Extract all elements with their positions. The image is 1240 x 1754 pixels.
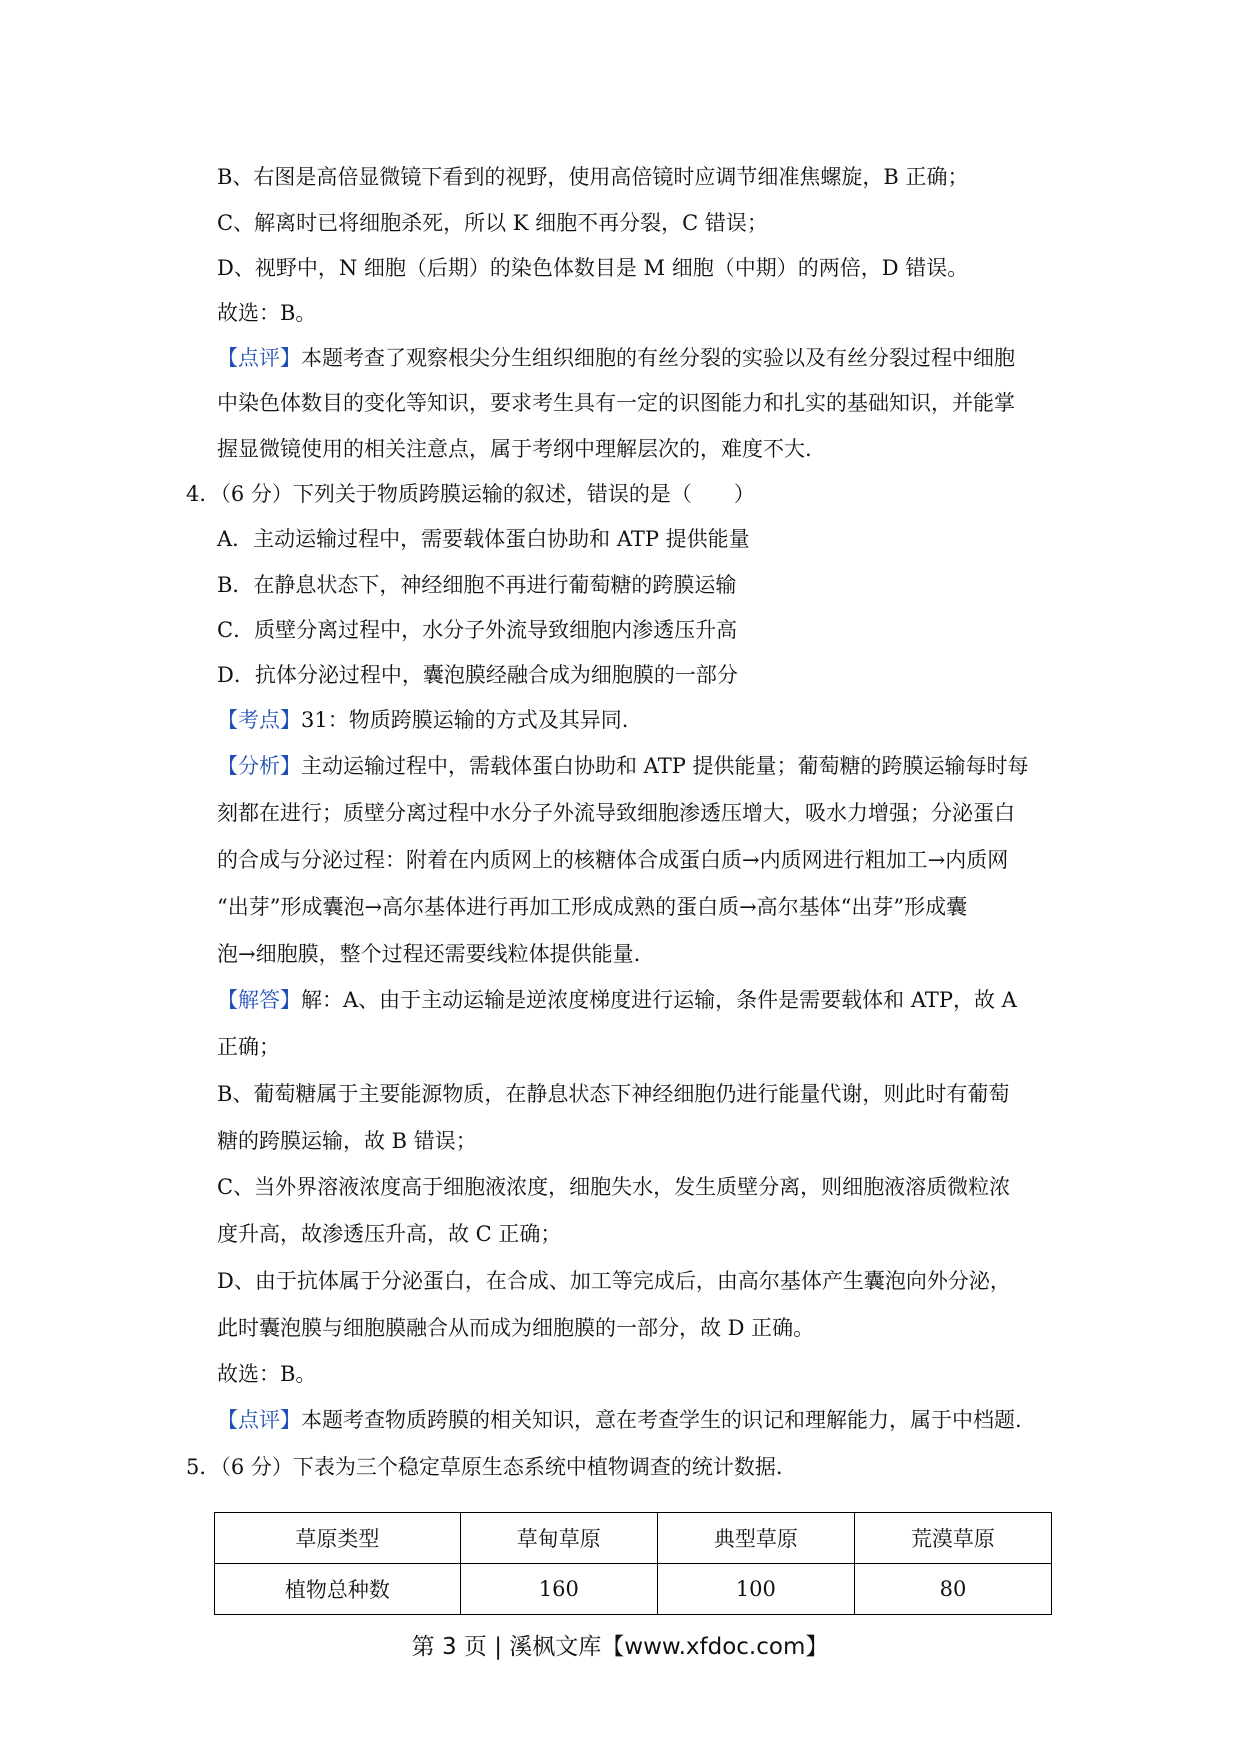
q4-comment-line	[217, 1405, 1067, 1435]
comment-line-1	[217, 343, 1067, 373]
solution-line-6: 度升高，故渗透压升高，故 C 正确；	[217, 1222, 562, 1246]
question-4-option-c: C．质壁分离过程中，水分子外流导致细胞内渗透压升高	[217, 618, 738, 642]
comment-line-3: 握显微镜使用的相关注意点，属于考纲中理解层次的，难度不大.	[217, 437, 812, 461]
analysis-line-2: 刻都在进行；质壁分离过程中水分子外流导致细胞渗透压增大，吸水力增强；分泌蛋白	[217, 801, 1015, 825]
analysis-tag: 【分析】	[217, 754, 301, 778]
answer-line-b: B、右图是高倍显微镜下看到的视野，使用高倍镜时应调节细准焦螺旋，B 正确；	[217, 165, 969, 189]
analysis-line-1	[217, 751, 1067, 781]
solution-line-3: B、葡萄糖属于主要能源物质，在静息状态下神经细胞仍进行能量代谢，则此时有葡萄	[217, 1082, 1010, 1106]
table-header-cell: 草甸草原	[460, 1513, 657, 1564]
kaodian-line	[217, 705, 1067, 735]
question-4-stem: 4．（6 分）下列关于物质跨膜运输的叙述，错误的是（ ）	[186, 482, 755, 506]
grassland-table	[214, 1512, 1052, 1615]
solution-line-1	[217, 985, 1067, 1015]
kaodian-tag: 【考点】	[217, 708, 301, 732]
table-header-cell: 典型草原	[657, 1513, 854, 1564]
table-cell: 植物总种数	[215, 1564, 461, 1615]
comment-text: 本题考查了观察根尖分生组织细胞的有丝分裂的实验以及有丝分裂过程中细胞	[301, 346, 1015, 370]
analysis-text: 主动运输过程中，需载体蛋白协助和 ATP 提供能量；葡萄糖的跨膜运输每时每	[301, 754, 1029, 778]
question-4-option-d: D．抗体分泌过程中，囊泡膜经融合成为细胞膜的一部分	[217, 663, 738, 687]
table-cell: 100	[657, 1564, 854, 1615]
question-4-option-a: A．主动运输过程中，需要载体蛋白协助和 ATP 提供能量	[217, 527, 750, 551]
answer-choice: 故选：B。	[217, 301, 317, 325]
solution-line-7: D、由于抗体属于分泌蛋白，在合成、加工等完成后，由高尔基体产生囊泡向外分泌，	[217, 1269, 1011, 1293]
analysis-line-3: 的合成与分泌过程：附着在内质网上的核糖体合成蛋白质→内质网进行粗加工→内质网	[217, 848, 1009, 872]
table-cell: 160	[460, 1564, 657, 1615]
solution-choice: 故选：B。	[217, 1362, 317, 1386]
question-5-stem: 5．（6 分）下表为三个稳定草原生态系统中植物调查的统计数据.	[186, 1455, 783, 1479]
table-header-cell: 草原类型	[215, 1513, 461, 1564]
table-cell: 80	[854, 1564, 1051, 1615]
solution-line-2: 正确；	[217, 1035, 280, 1059]
solution-text: 解：A、由于主动运输是逆浓度梯度进行运输，条件是需要载体和 ATP，故 A	[301, 988, 1017, 1012]
table-header-row	[215, 1513, 1052, 1564]
kaodian-text: 31：物质跨膜运输的方式及其异同.	[301, 708, 629, 732]
solution-line-8: 此时囊泡膜与细胞膜融合从而成为细胞膜的一部分，故 D 正确。	[217, 1316, 815, 1340]
comment-line-2: 中染色体数目的变化等知识，要求考生具有一定的识图能力和扎实的基础知识，并能掌	[217, 391, 1015, 415]
q4-comment-tag: 【点评】	[217, 1408, 301, 1432]
solution-line-5: C、当外界溶液浓度高于细胞液浓度，细胞失水，发生质壁分离，则细胞液溶质微粒浓	[217, 1175, 1011, 1199]
question-4-option-b: B．在静息状态下，神经细胞不再进行葡萄糖的跨膜运输	[217, 573, 737, 597]
comment-tag: 【点评】	[217, 346, 301, 370]
answer-line-c: C、解离时已将细胞杀死，所以 K 细胞不再分裂，C 错误；	[217, 211, 768, 235]
q4-comment-text: 本题考查物质跨膜的相关知识，意在考查学生的识记和理解能力，属于中档题.	[301, 1408, 1022, 1432]
analysis-line-4: “出芽”形成囊泡→高尔基体进行再加工形成成熟的蛋白质→高尔基体“出芽”形成囊	[217, 895, 968, 919]
solution-line-4: 糖的跨膜运输，故 B 错误；	[217, 1129, 477, 1153]
page-footer: 第 3 页 | 溪枫文库【www.xfdoc.com】	[411, 1634, 829, 1660]
analysis-line-5: 泡→细胞膜，整个过程还需要线粒体提供能量.	[217, 942, 641, 966]
table-header-cell: 荒漠草原	[854, 1513, 1051, 1564]
solution-tag: 【解答】	[217, 988, 301, 1012]
answer-line-d: D、视野中，N 细胞（后期）的染色体数目是 M 细胞（中期）的两倍，D 错误。	[217, 256, 969, 280]
table-row	[215, 1564, 1052, 1615]
